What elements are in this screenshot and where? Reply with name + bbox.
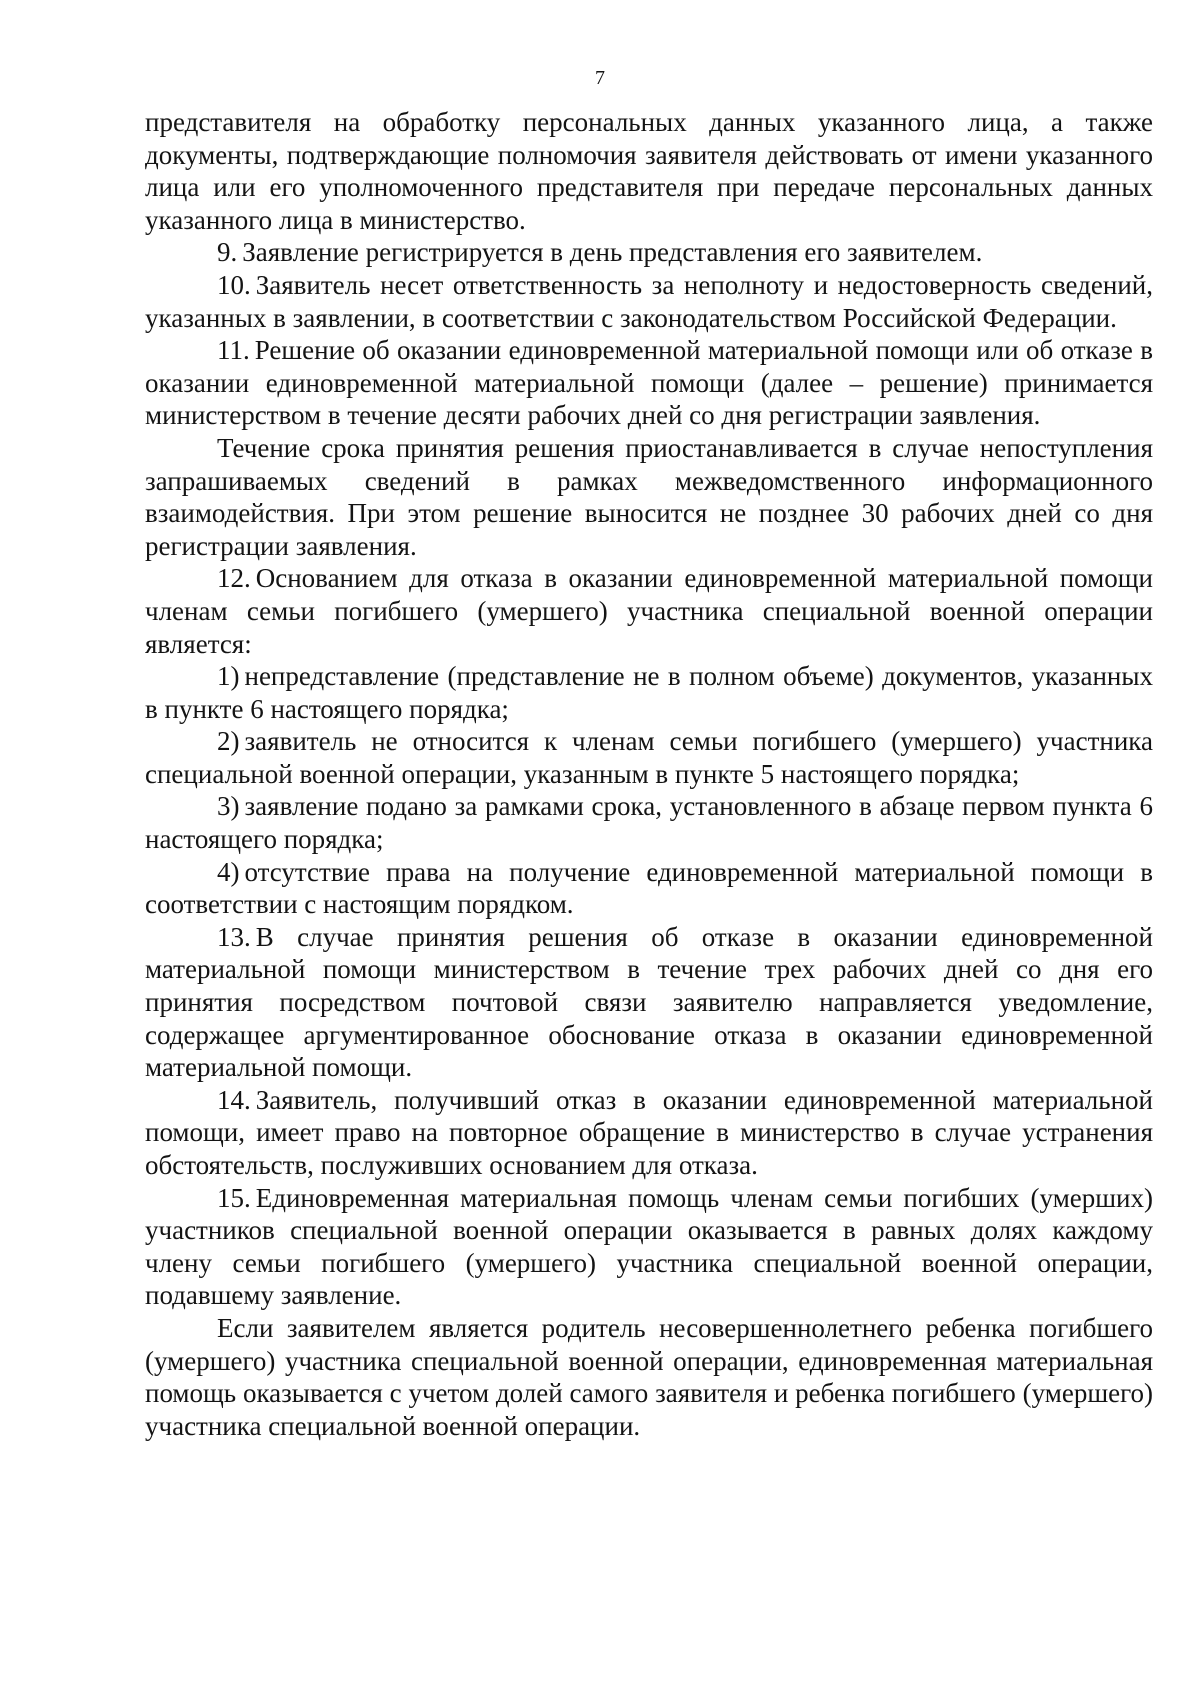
paragraph [145,790,1153,855]
document-body [145,106,1153,1442]
paragraph-number: 13. [217,921,251,952]
paragraph [145,236,1153,269]
paragraph-number: 10. [217,269,251,300]
paragraph-number: 9. [217,237,238,268]
paragraph-text: заявление подано за рамками срока, установленного в абзаце первом пункта 6 настоящего порядка; [145,791,1153,855]
paragraph-number: 3) [217,791,240,822]
paragraph-number: 11. [217,335,250,366]
paragraph-number: 1) [217,661,240,692]
paragraph [145,856,1153,921]
paragraph [145,334,1153,432]
paragraph-number: 14. [217,1084,251,1115]
paragraph [145,725,1153,790]
paragraph-text: представителя на обработку персональных данных указанного лица, а также документы, подтверждающие полномочия заявителя действовать от имени указанного лица или его уполномоченного представителя при передаче персональных данных указанного лица в министерство. [145,107,1153,235]
paragraph-text: отсутствие права на получение единовременной материальной помощи в соответствии с настоящим порядком. [145,856,1153,920]
paragraph [145,106,1153,236]
paragraph [145,921,1153,1084]
paragraph [145,1182,1153,1312]
paragraph-number: 15. [217,1182,251,1213]
paragraph-text: Единовременная материальная помощь членам семьи погибших (умерших) участников специальной военной операции оказывается в равных долях каждому члену семьи погибшего (умершего) участника специальной военной операции, подавшему заявление. [145,1182,1153,1311]
paragraph [145,269,1153,334]
paragraph-text: Основанием для отказа в оказании единовременной материальной помощи членам семьи погибшего (умершего) участника специальной военной операции является: [145,563,1153,659]
paragraph-text: Заявление регистрируется в день представления его заявителем. [242,237,983,268]
paragraph-text: Решение об оказании единовременной материальной помощи или об отказе в оказании единовременной материальной помощи (далее – решение) принимается министерством в течение десяти рабочих дней со дня регистрации заявления. [145,335,1153,431]
paragraph [145,562,1153,660]
paragraph [145,1084,1153,1182]
paragraph-number: 2) [217,726,240,757]
paragraph-text: Заявитель несет ответственность за неполноту и недостоверность сведений, указанных в заявлении, в соответствии с законодательством Российской Федерации. [145,269,1153,333]
paragraph-text: Заявитель, получивший отказ в оказании единовременной материальной помощи, имеет право на повторное обращение в министерство в случае устранения обстоятельств, послуживших основанием для отказа. [145,1084,1153,1180]
paragraph-text: Если заявителем является родитель несовершеннолетнего ребенка погибшего (умершего) участника специальной военной операции, единовременная материальная помощь оказывается с учетом долей самого заявителя и ребенка погибшего (умершего) участника специальной военной операции. [145,1312,1153,1441]
paragraph-number: 12. [217,563,251,594]
paragraph-text: непредставление (представление не в полном объеме) документов, указанных в пункте 6 настоящего порядка; [145,661,1153,724]
page-number: 7 [595,67,605,89]
paragraph [145,660,1153,725]
paragraph-text: заявитель не относится к членам семьи погибшего (умершего) участника специальной военной операции, указанным в пункте 5 настоящего порядка; [145,726,1153,789]
paragraph-text: Течение срока принятия решения приостанавливается в случае непоступления запрашиваемых сведений в рамках межведомственного информационного взаимодействия. При этом решение выносится не позднее 30 рабочих дней со дня регистрации заявления. [145,432,1153,561]
paragraph-text: В случае принятия решения об отказе в оказании единовременной материальной помощи министерством в течение трех рабочих дней со дня его принятия посредством почтовой связи заявителю направляется уведомление, содержащее аргументированное обоснование отказа в оказании единовременной материальной помощи. [145,921,1153,1083]
paragraph-number: 4) [217,856,240,887]
paragraph [145,432,1153,562]
paragraph [145,1312,1153,1442]
